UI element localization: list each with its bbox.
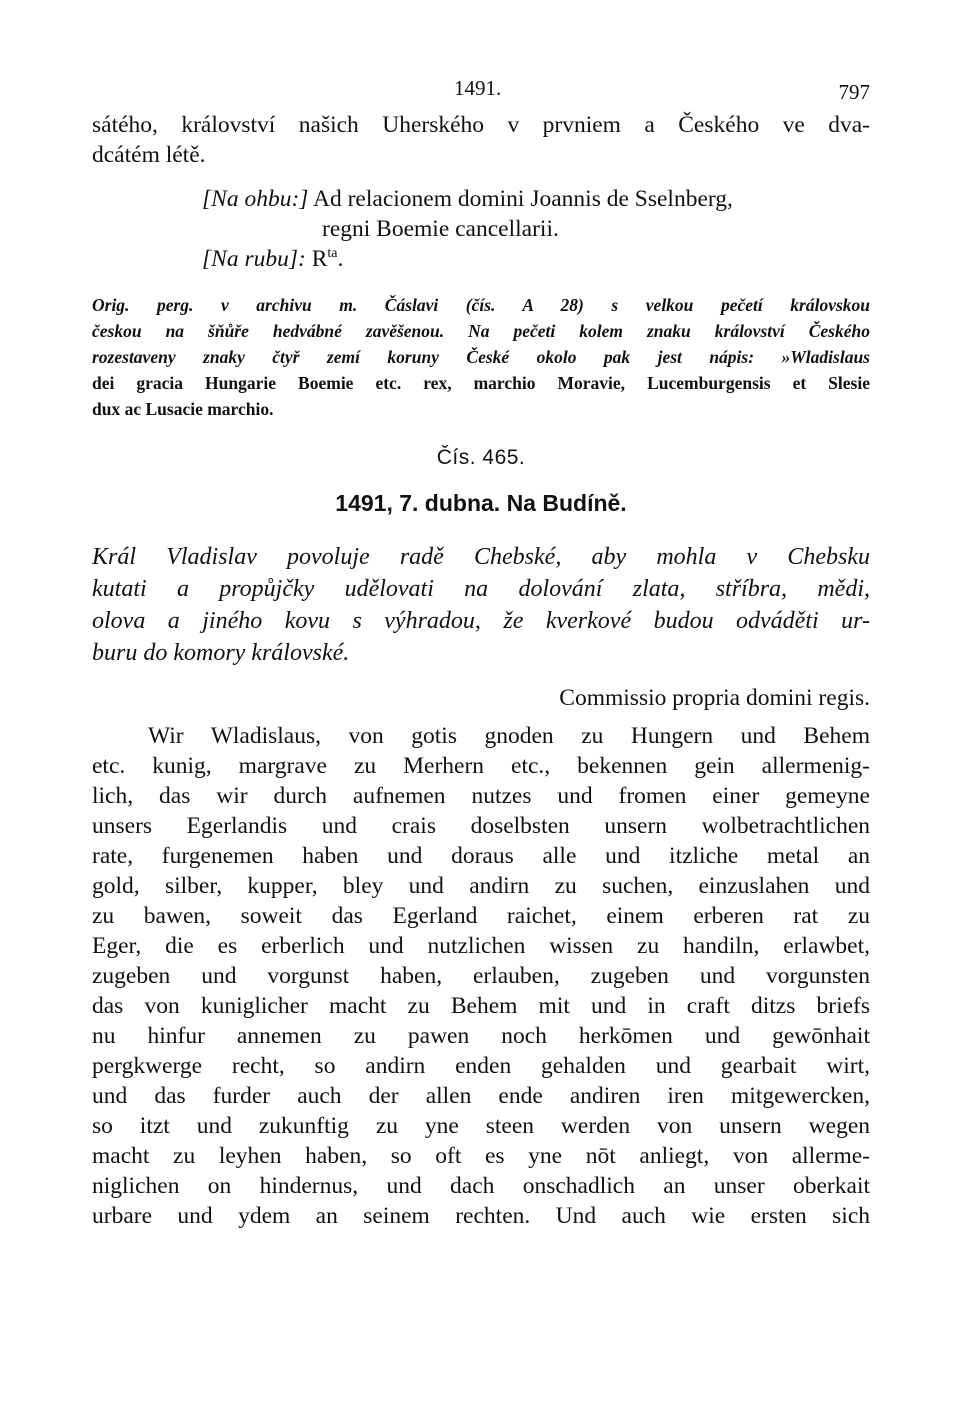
regest-paragraph (92, 541, 870, 669)
relacio-line: regni Boemie cancellarii. (322, 216, 559, 242)
relacio-text: Ad relacionem domini Joannis de Sselnberg, (313, 186, 733, 212)
regest-line: Král Vladislav povoluje radě Chebské, aby mohla v Chebsku (92, 544, 870, 570)
page-number: 797 (838, 80, 870, 104)
rubu-end: . (337, 246, 344, 272)
regest-line: olova a jiného kovu s výhradou, že kverkové budou odváděti ur- (92, 608, 870, 634)
german-line: lich, das wir durch aufnemen nutzes und fromen einer gemeyne (92, 783, 870, 809)
source-line: dei gracia Hungarie Boemie etc. rex, marchio Moravie, Lucemburgensis et Slesie (92, 373, 870, 393)
header-year: 1491. (454, 76, 502, 100)
text-line: sátého, království našich Uherského v prvniem a Českého ve dva- (92, 112, 870, 138)
german-line: urbare und ydem an seinem rechten. Und auch wie ersten sich (92, 1203, 870, 1229)
relacio-note (202, 184, 870, 274)
source-line (92, 292, 870, 318)
ohbu-label: [Na ohbu:] (202, 186, 309, 212)
german-line: pergkwerge recht, so andirn enden gehalden und gearbait wirt, (92, 1053, 870, 1079)
source-line: dux ac Lusacie marchio. (92, 399, 274, 419)
rubu-label: [Na rubu]: (202, 246, 306, 272)
regest-line: kutati a propůjčky udělovati na dolování zlata, stříbra, mědi, (92, 576, 870, 602)
source-line (92, 318, 870, 344)
german-text (92, 721, 870, 1231)
german-line: zu bawen, soweit das Egerland raichet, einem erberen rat zu (92, 903, 870, 929)
source-line (92, 344, 870, 370)
document-page (92, 72, 870, 1231)
german-line: und das furder auch der allen ende andiren iren mitgewercken, (92, 1083, 870, 1109)
dateline: 1491, 7. dubna. Na Budíně. (335, 490, 627, 516)
german-line: Wir Wladislaus, von gotis gnoden zu Hungern und Behem (148, 723, 870, 749)
source-line-text: rozestaveny znaky čtyř zemí koruny České okolo pak jest nápis: »Wladislaus (92, 347, 870, 367)
text-line: dcátém létě. (92, 142, 206, 168)
source-note (92, 292, 870, 422)
german-line: das von kuniglicher macht zu Behem mit und in craft ditzs briefs (92, 993, 870, 1019)
page-header (92, 72, 870, 106)
intro-paragraph (92, 110, 870, 170)
relacio-line (202, 184, 870, 214)
commissio-line: Commissio propria domini regis. (559, 685, 870, 711)
german-line: niglichen on hindernus, und dach onschadlich an unser oberkait (92, 1173, 870, 1199)
rubu-line (202, 244, 870, 274)
german-line: Eger, die es erberlich und nutzlichen wissen zu handiln, erlawbet, (92, 933, 870, 959)
source-line-text: českou na šňůře hedvábné zavěšenou. Na pečeti kolem znaku království Českého (92, 321, 870, 341)
source-line-text: Orig. perg. v archivu m. Čáslavi (čís. A 28) s velkou pečetí královskou (92, 295, 870, 315)
german-line: etc. kunig, margrave zu Merhern etc., bekennen gein allermenig- (92, 753, 870, 779)
german-line: so itzt und zukunftig zu yne steen werden von unsern wegen (92, 1113, 870, 1139)
german-line: nu hinfur annemen zu pawen noch herkōmen und gewōnhait (92, 1023, 870, 1049)
german-line: zugeben und vorgunst haben, erlauben, zugeben und vorgunsten (92, 963, 870, 989)
german-line: rate, furgenemen haben und doraus alle und itzliche metal an (92, 843, 870, 869)
rubu-value: R (311, 246, 328, 272)
rubu-superscript: ta (327, 246, 338, 262)
document-number: Čís. 465. (436, 446, 526, 469)
regest-line: buru do komory královské. (92, 640, 350, 666)
german-line: gold, silber, kupper, bley und andirn zu suchen, einzuslahen und (92, 873, 870, 899)
german-line: macht zu leyhen haben, so oft es yne nōt anliegt, von allerme- (92, 1143, 870, 1169)
german-line: unsers Egerlandis und crais doselbsten unsern wolbetrachtlichen (92, 813, 870, 839)
